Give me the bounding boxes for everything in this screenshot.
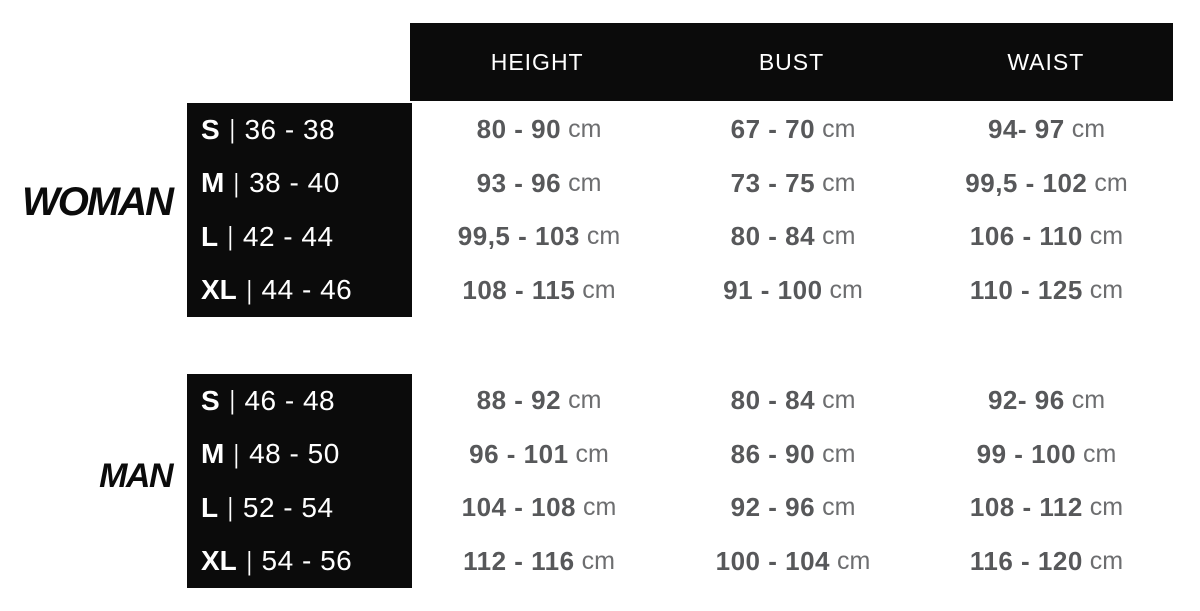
value-unit: cm — [822, 168, 856, 197]
value-number: 99 - 100 — [976, 438, 1077, 469]
size-separator: | — [234, 167, 240, 198]
woman-bust-m — [666, 157, 920, 211]
value-unit: cm — [568, 168, 602, 197]
value-unit: cm — [829, 275, 863, 304]
size-separator: | — [229, 385, 235, 416]
woman-waist-l — [920, 210, 1173, 264]
man-bust-m — [666, 428, 920, 482]
value-unit: cm — [568, 386, 602, 415]
value-number: 88 - 92 — [476, 385, 562, 416]
value-number: 108 - 115 — [462, 274, 576, 305]
value-unit: cm — [1089, 493, 1124, 522]
woman-waist-xl — [920, 264, 1173, 318]
size-letter: XL — [201, 545, 237, 577]
man-waist-m — [920, 428, 1173, 482]
size-separator: | — [246, 545, 252, 576]
man-waist-s — [920, 374, 1173, 428]
size-letter: L — [201, 491, 219, 523]
value-unit: cm — [822, 439, 856, 468]
woman-waist-m — [920, 157, 1173, 211]
size-range: 46 - 48 — [244, 384, 336, 416]
value-number: 67 - 70 — [730, 114, 816, 145]
value-number: 116 - 120 — [969, 545, 1083, 576]
value-number: 80 - 90 — [476, 114, 562, 145]
man-section-table — [187, 374, 1173, 588]
man-bust-s — [666, 374, 920, 428]
value-unit: cm — [837, 546, 871, 575]
woman-bust-l — [666, 210, 920, 264]
size-separator: | — [229, 114, 235, 145]
value-unit: cm — [1089, 222, 1124, 251]
value-number: 80 - 84 — [730, 221, 816, 252]
size-range: 42 - 44 — [242, 220, 334, 252]
header-waist: WAIST — [1007, 48, 1085, 75]
size-range: 54 - 56 — [261, 545, 353, 577]
size-letter: M — [201, 167, 225, 199]
value-number: 108 - 112 — [969, 492, 1083, 523]
woman-section-table — [187, 103, 1173, 317]
man-bust-l — [666, 481, 920, 535]
woman-height-s — [412, 103, 666, 157]
woman-size-cell-l — [187, 210, 412, 264]
value-unit: cm — [822, 493, 856, 522]
woman-section-label: WOMAN — [22, 180, 172, 224]
value-unit: cm — [1089, 546, 1124, 575]
value-number: 96 - 101 — [469, 438, 569, 469]
value-unit: cm — [581, 546, 615, 575]
value-unit: cm — [1094, 168, 1128, 197]
man-bust-xl — [666, 535, 920, 589]
man-size-cell-m — [187, 428, 412, 482]
value-unit: cm — [582, 275, 616, 304]
size-letter: XL — [201, 274, 237, 306]
header-bust: BUST — [758, 48, 825, 75]
woman-size-cell-m — [187, 157, 412, 211]
value-number: 92- 96 — [987, 385, 1065, 416]
size-separator: | — [227, 221, 234, 252]
size-range: 48 - 50 — [249, 438, 340, 470]
value-unit: cm — [583, 493, 617, 522]
header-height: HEIGHT — [490, 48, 584, 75]
value-unit: cm — [822, 386, 856, 415]
value-number: 112 - 116 — [463, 545, 575, 576]
man-size-cell-s — [187, 374, 412, 428]
value-number: 104 - 108 — [461, 492, 577, 523]
column-header-bar — [410, 23, 1173, 101]
value-unit: cm — [1071, 386, 1106, 415]
size-separator: | — [246, 274, 252, 305]
woman-height-xl — [412, 264, 666, 318]
value-number: 93 - 96 — [476, 167, 562, 198]
man-waist-l — [920, 481, 1173, 535]
size-range: 38 - 40 — [249, 167, 340, 199]
value-unit: cm — [822, 222, 856, 251]
value-unit: cm — [822, 115, 856, 144]
man-size-cell-xl — [187, 535, 412, 589]
size-letter: L — [201, 220, 219, 252]
woman-height-m — [412, 157, 666, 211]
value-unit: cm — [1071, 115, 1106, 144]
value-number: 94- 97 — [987, 114, 1065, 145]
value-number: 86 - 90 — [730, 438, 816, 469]
value-unit: cm — [1089, 275, 1124, 304]
value-unit: cm — [575, 439, 609, 468]
value-number: 110 - 125 — [969, 274, 1083, 305]
size-letter: S — [201, 384, 220, 416]
value-number: 99,5 - 102 — [965, 167, 1088, 198]
man-height-m — [412, 428, 666, 482]
size-range: 44 - 46 — [261, 274, 353, 306]
man-height-s — [412, 374, 666, 428]
value-number: 99,5 - 103 — [457, 221, 580, 252]
woman-height-l — [412, 210, 666, 264]
woman-size-cell-s — [187, 103, 412, 157]
value-number: 73 - 75 — [730, 167, 816, 198]
size-letter: S — [201, 113, 220, 145]
value-number: 100 - 104 — [715, 545, 831, 576]
man-section-label: MAN — [99, 457, 172, 495]
size-separator: | — [227, 492, 234, 523]
value-number: 106 - 110 — [969, 221, 1083, 252]
woman-bust-s — [666, 103, 920, 157]
man-height-l — [412, 481, 666, 535]
man-size-cell-l — [187, 481, 412, 535]
value-number: 92 - 96 — [730, 492, 816, 523]
woman-waist-s — [920, 103, 1173, 157]
man-height-xl — [412, 535, 666, 589]
size-letter: M — [201, 438, 225, 470]
size-range: 36 - 38 — [244, 113, 336, 145]
size-range: 52 - 54 — [242, 491, 334, 523]
woman-bust-xl — [666, 264, 920, 318]
value-unit: cm — [1083, 439, 1117, 468]
value-unit: cm — [586, 222, 621, 251]
size-separator: | — [234, 438, 240, 469]
value-number: 91 - 100 — [723, 274, 823, 305]
value-unit: cm — [568, 115, 602, 144]
woman-size-cell-xl — [187, 264, 412, 318]
value-number: 80 - 84 — [730, 385, 816, 416]
man-waist-xl — [920, 535, 1173, 589]
